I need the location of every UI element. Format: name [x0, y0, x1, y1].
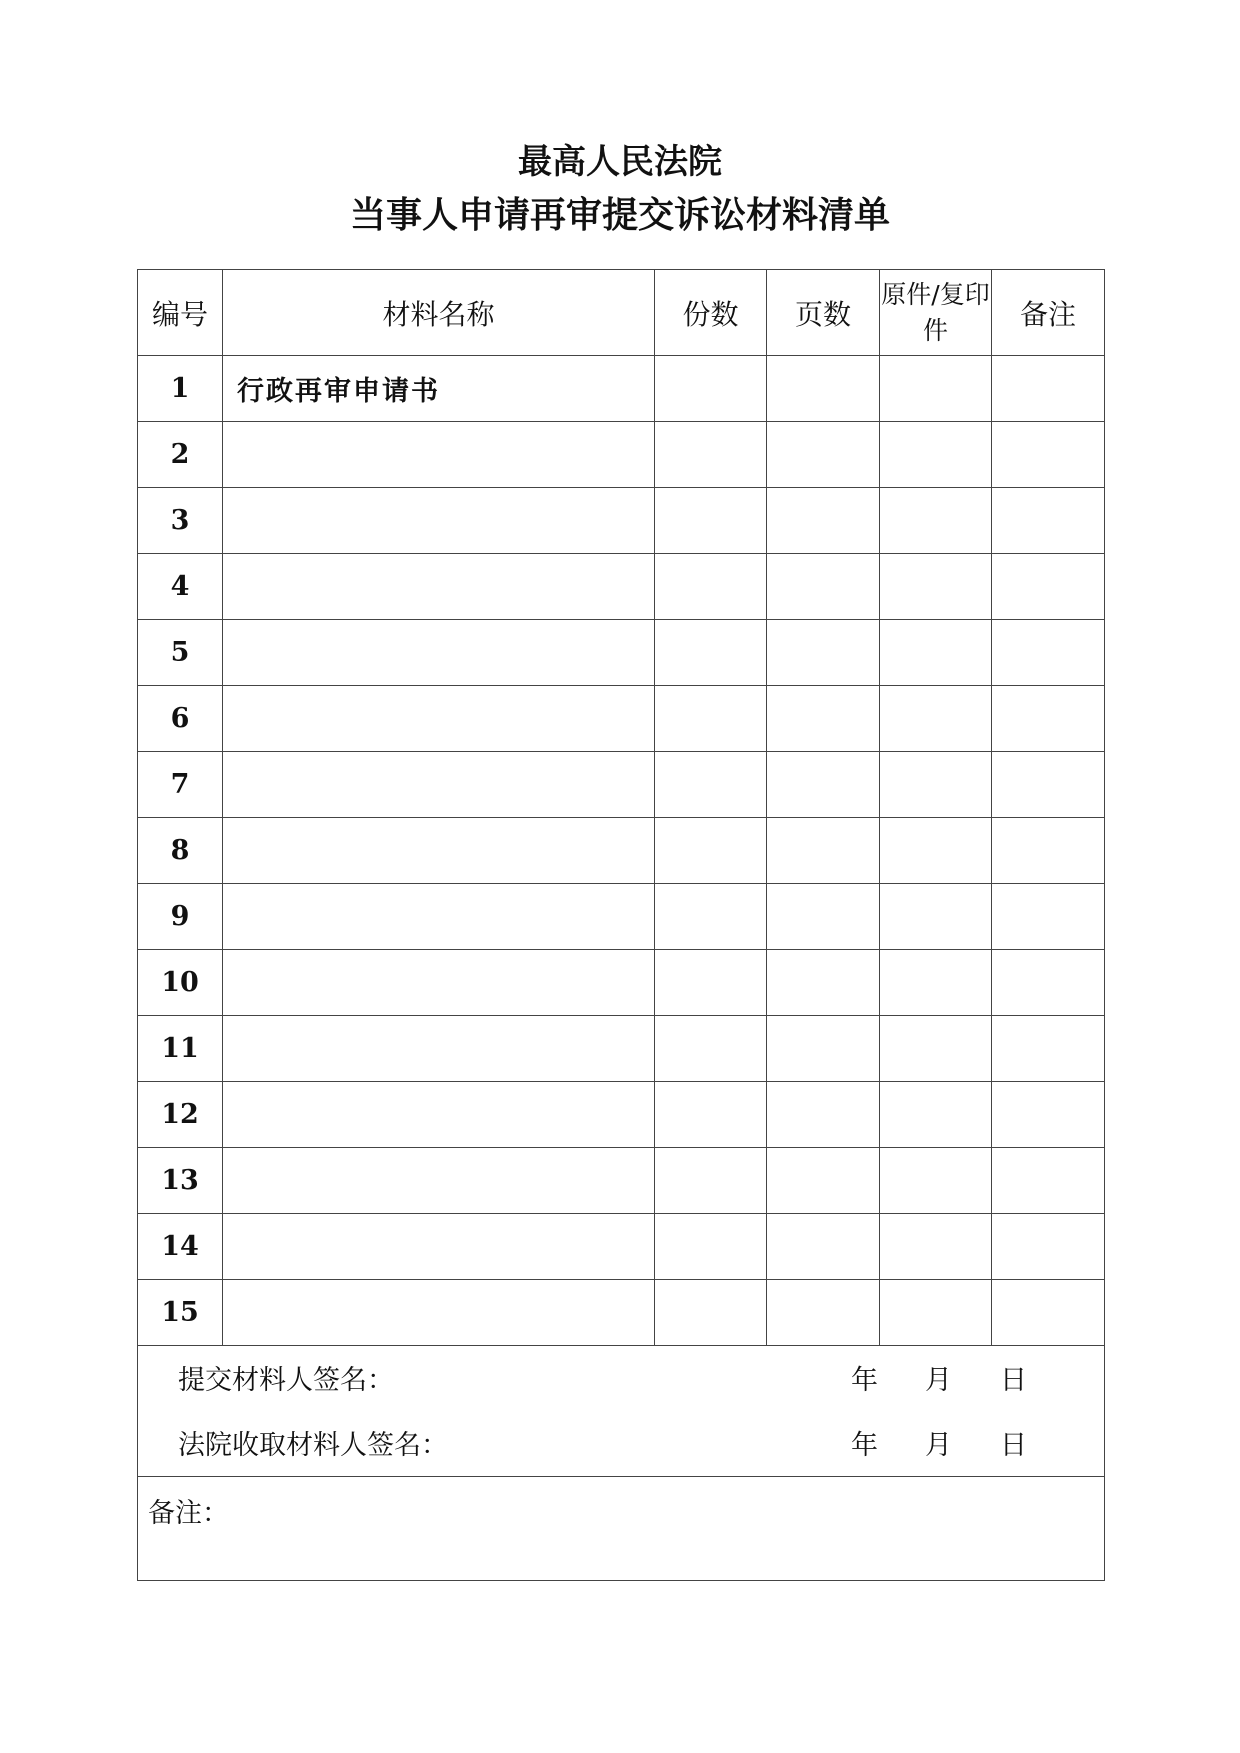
original-copy-cell[interactable] [880, 554, 992, 620]
remarks-row [138, 1477, 1105, 1581]
material-name-cell[interactable] [223, 1214, 655, 1280]
original-copy-cell[interactable] [880, 1280, 992, 1346]
original-copy-cell[interactable] [880, 356, 992, 422]
original-copy-cell[interactable] [880, 422, 992, 488]
copies-cell[interactable] [655, 356, 767, 422]
original-copy-cell[interactable] [880, 1148, 992, 1214]
material-name-cell[interactable] [223, 1082, 655, 1148]
remarks-cell[interactable] [992, 884, 1105, 950]
table-row [138, 752, 1105, 818]
row-number: 15 [138, 1280, 223, 1346]
material-name-cell[interactable] [223, 950, 655, 1016]
original-copy-cell[interactable] [880, 488, 992, 554]
copies-cell[interactable] [655, 950, 767, 1016]
receiver-day: 日 [1000, 1430, 1027, 1461]
header-material-name: 材料名称 [223, 270, 655, 356]
submitter-signature-label: 提交材料人签名： [178, 1365, 394, 1396]
header-pages: 页数 [767, 270, 880, 356]
remarks-cell[interactable] [992, 1148, 1105, 1214]
submitter-day: 日 [1000, 1365, 1027, 1396]
row-number: 7 [138, 752, 223, 818]
table-row [138, 554, 1105, 620]
court-receiver-signature-line[interactable] [138, 1411, 1104, 1476]
pages-cell[interactable] [767, 422, 880, 488]
copies-cell[interactable] [655, 686, 767, 752]
remarks-label: 备注： [148, 1498, 229, 1529]
remarks-cell[interactable] [992, 752, 1105, 818]
pages-cell[interactable] [767, 1082, 880, 1148]
pages-cell[interactable] [767, 620, 880, 686]
table-body [138, 356, 1105, 1346]
court-receiver-signature-label: 法院收取材料人签名： [178, 1430, 448, 1461]
material-name-cell[interactable] [223, 1280, 655, 1346]
remarks-cell[interactable] [992, 620, 1105, 686]
original-copy-cell[interactable] [880, 1214, 992, 1280]
material-name-cell[interactable] [223, 554, 655, 620]
table-row [138, 1280, 1105, 1346]
table-row [138, 950, 1105, 1016]
row-number: 2 [138, 422, 223, 488]
receiver-year: 年 [851, 1430, 878, 1461]
remarks-cell[interactable] [992, 422, 1105, 488]
pages-cell[interactable] [767, 1280, 880, 1346]
header-copies: 份数 [655, 270, 767, 356]
pages-cell[interactable] [767, 752, 880, 818]
copies-cell[interactable] [655, 752, 767, 818]
remarks-cell[interactable] [992, 1214, 1105, 1280]
signature-row [138, 1346, 1105, 1477]
material-name-cell[interactable] [223, 422, 655, 488]
table-row [138, 1148, 1105, 1214]
copies-cell[interactable] [655, 1082, 767, 1148]
material-name-cell[interactable] [223, 488, 655, 554]
row-number: 6 [138, 686, 223, 752]
copies-cell[interactable] [655, 818, 767, 884]
table-row [138, 356, 1105, 422]
remarks-cell[interactable] [992, 1016, 1105, 1082]
receiver-month: 月 [925, 1430, 952, 1461]
copies-cell[interactable] [655, 884, 767, 950]
pages-cell[interactable] [767, 488, 880, 554]
submitter-month: 月 [925, 1365, 952, 1396]
remarks-cell[interactable] [992, 554, 1105, 620]
remarks-cell[interactable] [992, 356, 1105, 422]
court-name: 最高人民法院 [518, 142, 722, 182]
pages-cell[interactable] [767, 1214, 880, 1280]
materials-table [137, 269, 1105, 1581]
pages-cell[interactable] [767, 818, 880, 884]
copies-cell[interactable] [655, 1280, 767, 1346]
material-name-cell[interactable] [223, 1016, 655, 1082]
material-name-cell[interactable] [223, 818, 655, 884]
header-original-copy: 原件/复印件 [880, 270, 992, 356]
table-row [138, 1214, 1105, 1280]
table-row [138, 686, 1105, 752]
pages-cell[interactable] [767, 1148, 880, 1214]
signature-cell [138, 1346, 1105, 1477]
row-number: 11 [138, 1016, 223, 1082]
copies-cell[interactable] [655, 620, 767, 686]
table-row [138, 1082, 1105, 1148]
remarks-cell[interactable] [992, 818, 1105, 884]
original-copy-cell[interactable] [880, 818, 992, 884]
remarks-cell[interactable] [992, 1280, 1105, 1346]
remarks-cell[interactable] [992, 950, 1105, 1016]
copies-cell[interactable] [655, 554, 767, 620]
original-copy-cell[interactable] [880, 884, 992, 950]
submitter-year: 年 [851, 1365, 878, 1396]
original-copy-cell[interactable] [880, 620, 992, 686]
table-row [138, 488, 1105, 554]
remarks-cell[interactable] [992, 488, 1105, 554]
pages-cell[interactable] [767, 884, 880, 950]
pages-cell[interactable] [767, 554, 880, 620]
original-copy-cell[interactable] [880, 1016, 992, 1082]
table-row [138, 1016, 1105, 1082]
form-title: 当事人申请再审提交诉讼材料清单 [349, 195, 890, 236]
table-row [138, 818, 1105, 884]
pages-cell[interactable] [767, 1016, 880, 1082]
row-number: 8 [138, 818, 223, 884]
row-number: 1 [138, 356, 223, 422]
row-number: 12 [138, 1082, 223, 1148]
submitter-signature-line[interactable] [138, 1346, 1104, 1411]
copies-cell[interactable] [655, 1214, 767, 1280]
material-name-cell[interactable] [223, 686, 655, 752]
copies-cell[interactable] [655, 422, 767, 488]
row-number: 10 [138, 950, 223, 1016]
row-number: 5 [138, 620, 223, 686]
remarks-cell[interactable] [138, 1477, 1105, 1581]
original-copy-cell[interactable] [880, 686, 992, 752]
remarks-cell[interactable] [992, 1082, 1105, 1148]
material-name-cell[interactable] [223, 620, 655, 686]
header-number: 编号 [138, 270, 223, 356]
row-number: 3 [138, 488, 223, 554]
original-copy-cell[interactable] [880, 752, 992, 818]
row-number: 14 [138, 1214, 223, 1280]
table-row [138, 422, 1105, 488]
pages-cell[interactable] [767, 356, 880, 422]
copies-cell[interactable] [655, 1016, 767, 1082]
table-row [138, 884, 1105, 950]
row-number: 4 [138, 554, 223, 620]
original-copy-cell[interactable] [880, 1082, 992, 1148]
copies-cell[interactable] [655, 1148, 767, 1214]
copies-cell[interactable] [655, 488, 767, 554]
material-name-cell[interactable] [223, 884, 655, 950]
table-row [138, 620, 1105, 686]
row-number: 9 [138, 884, 223, 950]
material-name-cell[interactable] [223, 1148, 655, 1214]
material-name-cell[interactable]: 行政再审申请书 [223, 356, 655, 422]
header-remarks: 备注 [992, 270, 1105, 356]
pages-cell[interactable] [767, 686, 880, 752]
table-header-row [138, 270, 1105, 356]
pages-cell[interactable] [767, 950, 880, 1016]
row-number: 13 [138, 1148, 223, 1214]
remarks-cell[interactable] [992, 686, 1105, 752]
original-copy-cell[interactable] [880, 950, 992, 1016]
material-name-cell[interactable] [223, 752, 655, 818]
